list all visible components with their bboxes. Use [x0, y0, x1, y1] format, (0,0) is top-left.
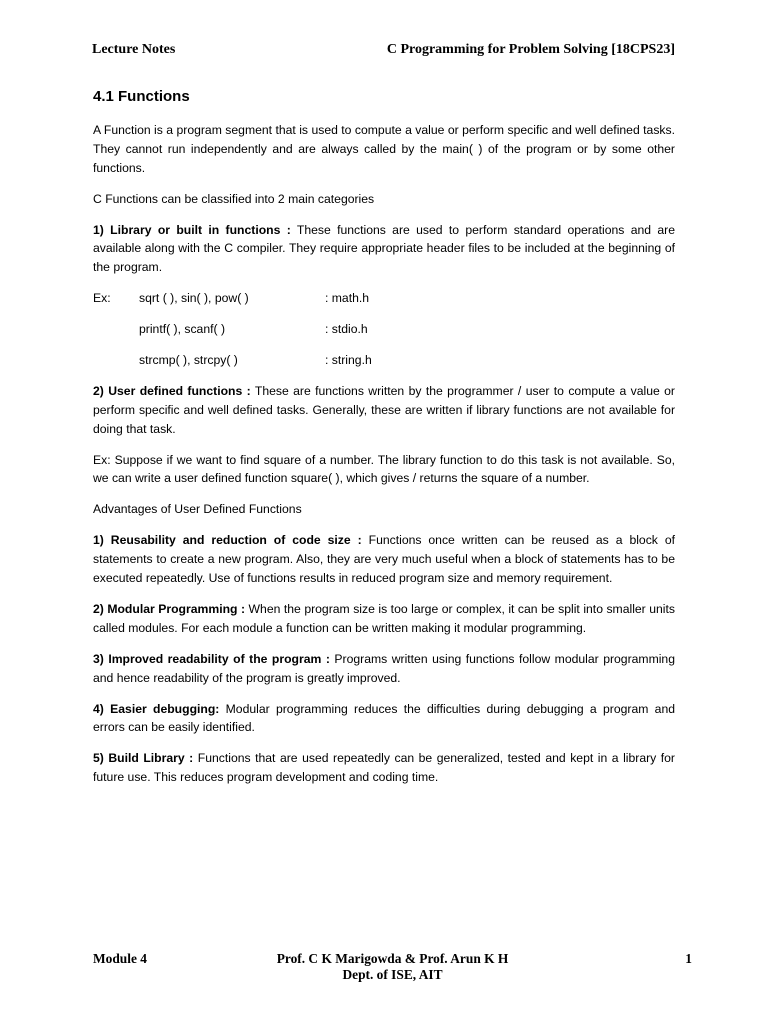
page-body: [93, 121, 675, 799]
user-defined-paragraph: [93, 382, 675, 438]
library-heading: 1) Library or built in functions :: [93, 222, 291, 237]
example-header-file: : math.h: [325, 291, 370, 306]
example-functions: sqrt ( ), sin( ), pow( ): [139, 291, 249, 306]
section-title: 4.1 Functions: [93, 88, 190, 105]
advantage-text: Modular programming reduces the difficulties during debugging a program and errors can be easily identified.: [93, 701, 675, 735]
advantage-heading: 2) Modular Programming :: [93, 602, 246, 617]
advantage-item: [93, 650, 675, 688]
user-defined-text: These are functions written by the programmer / user to compute a value or perform specific and well defined tasks. Generally, these are written if library functions are not available for doing that task.: [93, 384, 675, 436]
advantage-text: When the program size is too large or complex, it can be split into smaller units called modules. For each module a function can be written making it modular programming.: [93, 602, 675, 635]
advantage-text: Programs written using functions follow modular programming and hence readability of the program is greatly improved.: [93, 651, 675, 685]
example-row: [93, 289, 675, 308]
user-defined-heading: 2) User defined functions :: [93, 384, 251, 399]
library-functions-paragraph: [93, 221, 675, 277]
categories-intro: C Functions can be classified into 2 main categories: [93, 191, 375, 206]
page-header: [92, 42, 675, 62]
advantage-item: [93, 600, 675, 638]
intro-paragraph: A Function is a program segment that is used to compute a value or perform specific and well defined tasks. They cannot run independently and are always called by the main( ) of the program or by some other functions.: [93, 123, 675, 175]
example-header-file: : string.h: [325, 353, 372, 368]
advantage-item: [93, 531, 675, 587]
example-header-file: : stdio.h: [325, 322, 368, 337]
advantage-heading: 1) Reusability and reduction of code size :: [93, 533, 362, 548]
example-label: [93, 320, 139, 339]
example-label: Ex:: [93, 291, 111, 306]
example-row: [93, 320, 675, 339]
advantage-text: Functions that are used repeatedly can be generalized, tested and kept in a library for future use. This reduces program development and coding time.: [93, 751, 675, 785]
page-number: 1: [685, 951, 692, 966]
example-functions: printf( ), scanf( ): [139, 322, 226, 337]
advantage-item: [93, 700, 675, 738]
example-label: [93, 351, 139, 370]
header-left: Lecture Notes: [92, 42, 176, 57]
footer-authors: Prof. C K Marigowda & Prof. Arun K H: [276, 951, 509, 966]
advantage-text: Functions once written can be reused as a block of statements to create a new program. Also, they are very much useful when a block of statements has to be executed repeatedly. Use of functions results in reduced program size and memory requirement.: [93, 533, 675, 586]
library-text: These functions are used to perform standard operations and are available along with the C compiler. They require appropriate header files to be included at the beginning of the program.: [93, 222, 675, 275]
footer-center: [93, 951, 692, 983]
advantage-heading: 5) Build Library :: [93, 751, 194, 766]
advantage-item: [93, 749, 675, 787]
example-row: [93, 351, 675, 370]
user-example-paragraph: Ex: Suppose if we want to find square of a number. The library function to do this task is not available. So, we can write a user defined function square( ), which gives / returns the square of a number.: [93, 452, 675, 486]
header-right: C Programming for Problem Solving [18CPS23]: [386, 42, 675, 57]
advantage-heading: 3) Improved readability of the program :: [93, 651, 330, 666]
advantages-heading: Advantages of User Defined Functions: [93, 502, 302, 517]
footer-module: Module 4: [93, 951, 147, 966]
advantage-heading: 4) Easier debugging:: [93, 701, 220, 716]
footer-dept: Dept. of ISE, AIT: [342, 967, 443, 982]
page-footer: [93, 951, 692, 991]
example-functions: strcmp( ), strcpy( ): [139, 353, 238, 368]
